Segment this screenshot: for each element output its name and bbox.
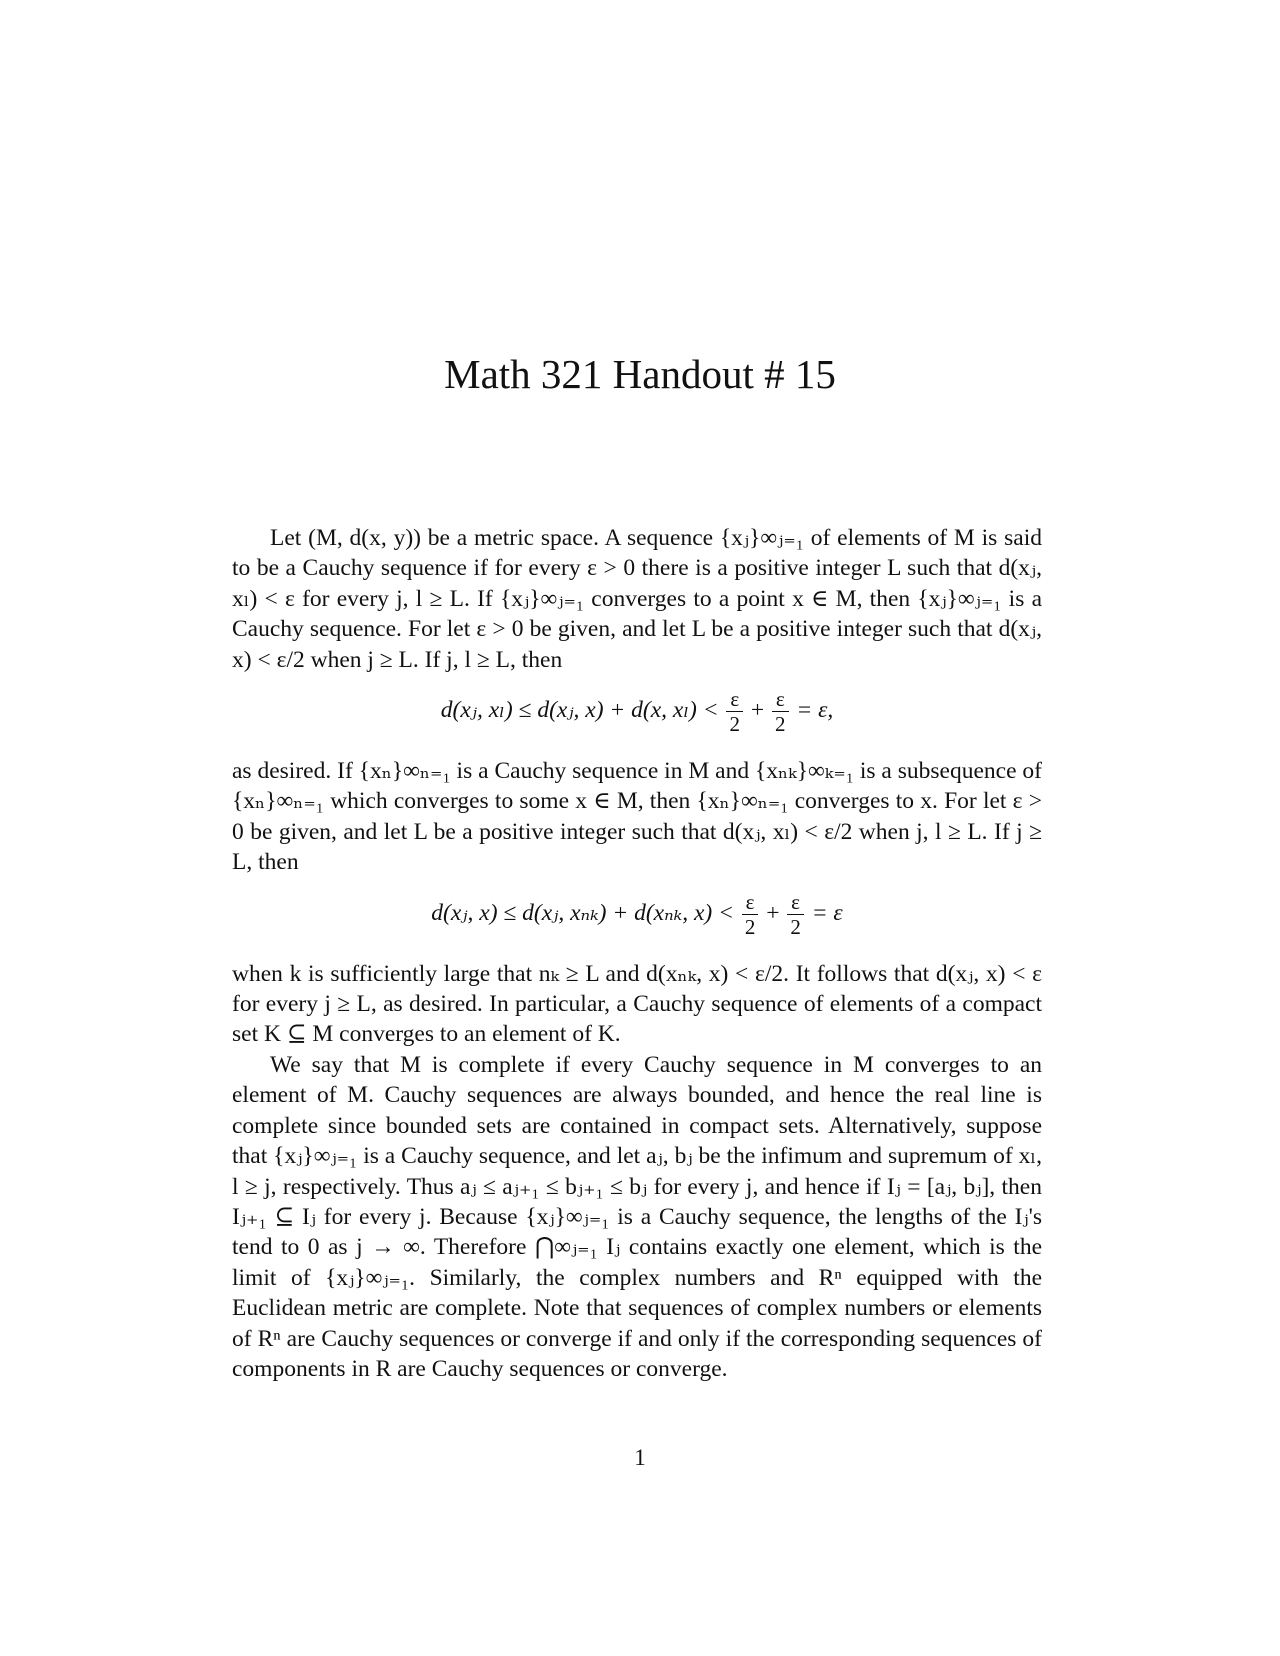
fraction-denominator: 2 [729, 712, 740, 737]
equation-2-left: d(xⱼ, x) ≤ d(xⱼ, xₙₖ) + d(xₙₖ, x) < [431, 899, 734, 926]
equation-triangle-inequality-1 [232, 687, 1042, 743]
paragraph-subsequence: as desired. If {xₙ}∞ₙ₌₁ is a Cauchy sequence in M and {xₙₖ}∞ₖ₌₁ is a subsequence of {xₙ}∞ₙ₌₁ which converges to some x ∈ M, then {xₙ}∞ₙ₌₁ converges to x. For let ε > 0 be given, and let L be a positive integer such that d(xⱼ, xₗ) < ε/2 when j, l ≥ L. If j ≥ L, then [232, 758, 1042, 876]
page-title: Math 321 Handout # 15 [444, 351, 836, 397]
fraction-epsilon-over-two [742, 890, 759, 939]
equation-2-right: = ε [811, 899, 843, 926]
paragraph-completeness: We say that M is complete if every Cauchy sequence in M converges to an element of M. Cauchy sequences are always bounded, and hence the real line is complete since bounded sets are contained in compact sets. Alternatively, suppose that {xⱼ}∞ⱼ₌₁ is a Cauchy sequence, and let aⱼ, bⱼ be the infimum and supremum of xₗ, l ≥ j, respectively. Thus aⱼ ≤ aⱼ₊₁ ≤ bⱼ₊₁ ≤ bⱼ for every j, and hence if Iⱼ = [aⱼ, bⱼ], then Iⱼ₊₁ ⊆ Iⱼ for every j. Because {xⱼ}∞ⱼ₌₁ is a Cauchy sequence, the lengths of the Iⱼ's tend to 0 as j → ∞. Therefore ⋂∞ⱼ₌₁ Iⱼ contains exactly one element, which is the limit of {xⱼ}∞ⱼ₌₁. Similarly, the complex numbers and Rⁿ equipped with the Euclidean metric are complete. Note that sequences of complex numbers or elements of Rⁿ are Cauchy sequences or converge if and only if the corresponding sequences of components in R are Cauchy sequences or converge. [232, 1051, 1042, 1382]
fraction-numerator: ε [726, 687, 743, 712]
page-number: 1 [634, 1445, 646, 1470]
fraction-denominator: 2 [744, 914, 756, 939]
plus-sign: + [750, 696, 765, 723]
fraction-numerator: ε [787, 890, 804, 915]
fraction-epsilon-over-two [787, 890, 804, 939]
fraction-denominator: 2 [790, 914, 801, 939]
equation-triangle-inequality-2 [232, 890, 1042, 946]
document-body [232, 523, 1042, 1384]
paragraph-compact-set: when k is sufficiently large that nₖ ≥ L and d(xₙₖ, x) < ε/2. It follows that d(xⱼ, x) < ε for every j ≥ L, as desired. In particular, a Cauchy sequence of elements of a compact set K ⊆ M converges to an element of K. [232, 960, 1042, 1048]
fraction-epsilon-over-two [726, 687, 743, 736]
equation-1-right: = ε, [796, 696, 834, 723]
fraction-numerator: ε [772, 687, 789, 712]
paragraph-cauchy-definition: Let (M, d(x, y)) be a metric space. A sequence {xⱼ}∞ⱼ₌₁ of elements of M is said to be a Cauchy sequence if for every ε > 0 there is a positive integer L such that d(xⱼ, xₗ) < ε for every j, l ≥ L. If {xⱼ}∞ⱼ₌₁ converges to a point x ∈ M, then {xⱼ}∞ⱼ₌₁ is a Cauchy sequence. For let ε > 0 be given, and let L be a positive integer such that d(xⱼ, x) < ε/2 when j ≥ L. If j, l ≥ L, then [232, 525, 1042, 673]
fraction-denominator: 2 [775, 712, 786, 737]
fraction-numerator: ε [742, 890, 759, 915]
plus-sign: + [766, 899, 780, 926]
fraction-epsilon-over-two [772, 687, 789, 736]
equation-1-left: d(xⱼ, xₗ) ≤ d(xⱼ, x) + d(x, xₗ) < [440, 696, 719, 723]
